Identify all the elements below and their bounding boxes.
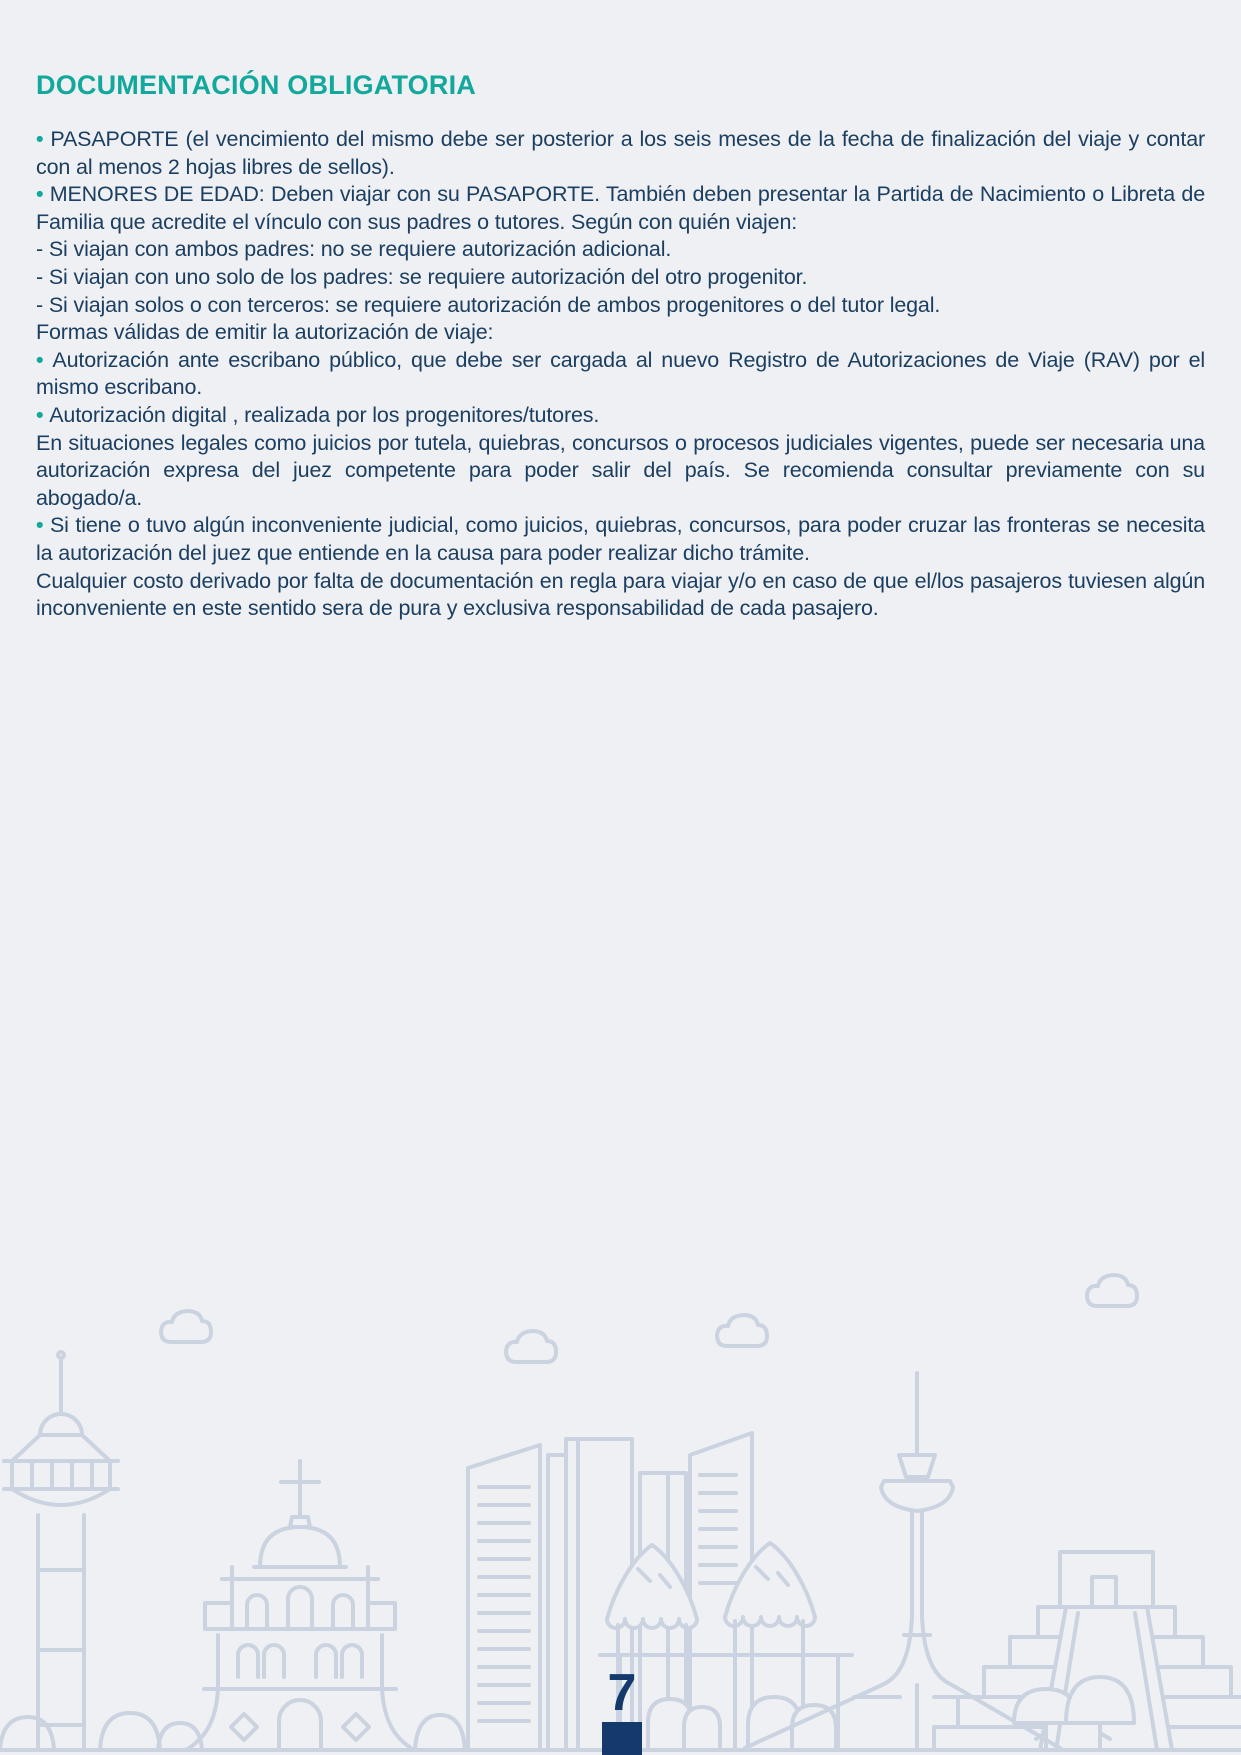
paragraph: [36, 236, 1205, 264]
paragraph: [36, 347, 1205, 402]
paragraph: [36, 292, 1205, 320]
bullet-marker: •: [36, 402, 50, 427]
paragraph-text: Si tiene o tuvo algún inconveniente judicial, como juicios, quiebras, concursos, para poder cruzar las fronteras se necesita la autorización del juez que entiende en la causa para poder realizar dicho trámite.: [36, 513, 1205, 565]
paragraph: [36, 568, 1205, 623]
body-text: [36, 126, 1205, 623]
paragraph: [36, 402, 1205, 430]
bullet-marker: -: [36, 237, 49, 262]
tree-icon: [0, 1713, 202, 1750]
bullet-marker: •: [36, 347, 53, 372]
paragraph: [36, 126, 1205, 181]
page-number-tab: [602, 1722, 642, 1755]
tv-tower-icon: [745, 1373, 1060, 1750]
bullet-marker: •: [36, 513, 50, 538]
paragraph-text: MENORES DE EDAD: Deben viajar con su PASAPORTE. También deben presentar la Partida de Nacimiento o Libreta de Familia que acredite el vínculo con sus padres o tutores. Según con quién viajen:: [36, 182, 1206, 234]
bullet-marker: -: [36, 264, 49, 289]
cloud-icon: [506, 1331, 556, 1362]
observation-tower-icon: [4, 1352, 118, 1750]
page-content: [36, 70, 1205, 623]
cloud-icon: [717, 1315, 767, 1346]
cloud-icon: [1087, 1275, 1137, 1306]
paragraph: [36, 319, 1205, 347]
bullet-marker: •: [36, 127, 51, 151]
paragraph-text: PASAPORTE (el vencimiento del mismo debe ser posterior a los seis meses de la fecha de finalización del viaje y contar con al menos 2 hojas libres de sellos).: [36, 127, 1206, 179]
paragraph: [36, 264, 1205, 292]
section-heading: DOCUMENTACIÓN OBLIGATORIA: [36, 70, 476, 100]
paragraph-text: Si viajan con ambos padres: no se requiere autorización adicional.: [48, 237, 672, 262]
paragraph: [36, 181, 1205, 236]
bullet-marker: •: [36, 182, 50, 207]
cloud-icon: [161, 1311, 211, 1342]
paragraph-text: En situaciones legales como juicios por tutela, quiebras, concursos o procesos judiciales vigentes, puede ser necesaria una autorización expresa del juez competente para poder salir del país. Se recomienda consultar previamente con su abogado/a.: [36, 430, 1205, 510]
paragraph-text: Formas válidas de emitir la autorización de viaje:: [36, 320, 494, 345]
paragraph-text: Autorización ante escribano público, que debe ser cargada al nuevo Registro de Autorizaciones de Viaje (RAV) por el mismo escribano.: [36, 347, 1205, 400]
paragraph: [36, 512, 1205, 567]
church-icon: [186, 1461, 414, 1750]
paragraph-text: Cualquier costo derivado por falta de documentación en regla para viajar y/o en caso de que el/los pasajeros tuviesen algún inconveniente en este sentido sera de pura y exclusiva responsabilidad de cada pasajero.: [36, 568, 1205, 621]
tree-icon: [648, 1697, 836, 1750]
paragraph-text: Si viajan con uno solo de los padres: se requiere autorización del otro progenitor.: [48, 264, 808, 289]
bullet-marker: -: [36, 292, 49, 317]
tree-icon: [415, 1715, 465, 1750]
paragraph: [36, 430, 1205, 513]
paragraph-text: Si viajan solos o con terceros: se requiere autorización de ambos progenitores o del tutor legal.: [48, 292, 941, 317]
paragraph-text: Autorización digital , realizada por los progenitores/tutores.: [49, 402, 600, 427]
page-number: 7: [607, 1664, 637, 1722]
